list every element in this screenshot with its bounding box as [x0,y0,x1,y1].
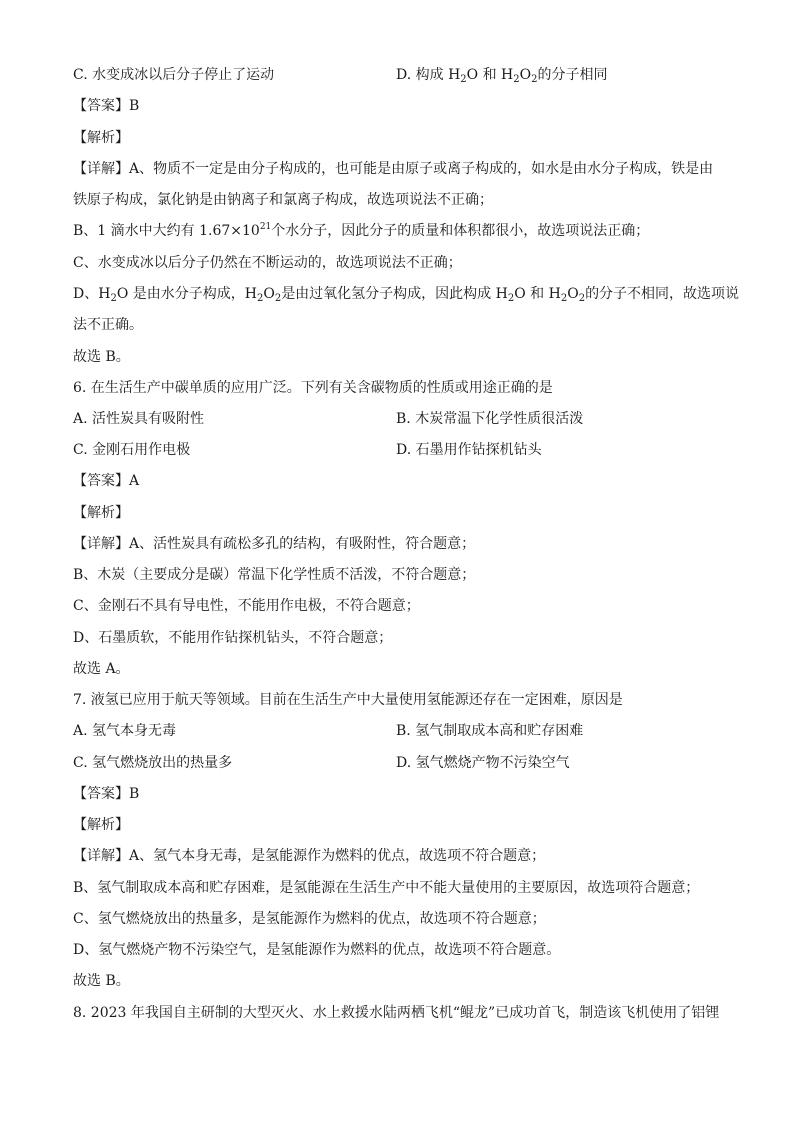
q6-option-a: A. 活性炭具有吸附性 [73,411,205,427]
q6-options-cd [73,440,733,460]
q5-option-d: D. 构成 $H_2O$ 和 $H_2O_2$的分子相同 [396,67,608,85]
q7-detail-b: B、氢气制取成本高和贮存困难，是氢能源在生活生产中不能大量使用的主要原因，故选项符合题意； [73,880,700,896]
q8-stem: 8. 2023 年我国自主研制的大型灭火、水上救援水陆两栖飞机“鲲龙”已成功首飞，制造该飞机使用了铝锂 [73,1005,720,1021]
q5-answer: 【答案】B [73,98,140,114]
q7-option-b: B. 氢气制取成本高和贮存困难 [396,723,584,739]
q6-option-d: D. 石墨用作钻探机钻头 [396,442,542,458]
q7-detail-a: 【详解】A、氢气本身无毒，是氢能源作为燃料的优点，故选项不符合题意； [73,848,546,864]
q7-option-d: D. 氢气燃烧产物不污染空气 [396,755,570,771]
q7-option-c: C. 氢气燃烧放出的热量多 [73,755,233,771]
q7-detail-c: C、氢气燃烧放出的热量多，是氢能源作为燃料的优点，故选项不符合题意； [73,911,546,927]
q5-detail-b: B、1 滴水中大约有 $1.67\times 10^{21}$个水分子，因此分子的质量和体积都很小，故选项说法正确； [73,222,650,239]
q5-analysis-label: 【解析】 [73,130,129,146]
q5-options-cd [73,65,733,85]
q6-option-c: C. 金刚石用作电极 [73,442,191,458]
q7-answer: 【答案】B [73,786,140,802]
q5-detail-d-line1: D、$H_2O$ 是由水分子构成，$H_2O_2$是由过氧化氢分子构成，因此构成 $H_2O$ 和 $H_2O_2$的分子不相同，故选项说 [73,286,740,304]
q6-options-ab [73,409,733,429]
q6-analysis-label: 【解析】 [73,505,129,521]
q7-stem: 7. 液氢已应用于航天等领域。目前在生活生产中大量使用氢能源还存在一定困难，原因是 [73,692,623,708]
q7-option-a: A. 氢气本身无毒 [73,723,177,739]
q7-options-ab [73,721,733,741]
q6-detail-c: C、金刚石不具有导电性，不能用作电极，不符合题意； [73,598,420,614]
q5-detail-c: C、水变成冰以后分子仍然在不断运动的，故选项说法不正确； [73,255,462,271]
q7-detail-d: D、氢气燃烧产物不污染空气，是氢能源作为燃料的优点，故选项不符合题意。 [73,942,561,958]
q6-detail-a: 【详解】A、活性炭具有疏松多孔的结构，有吸附性，符合题意； [73,536,476,552]
q7-analysis-label: 【解析】 [73,817,129,833]
q6-option-b: B. 木炭常温下化学性质很活泼 [396,411,584,427]
q5-detail-d-line2: 法不正确。 [73,317,143,333]
q6-detail-d: D、石墨质软，不能用作钻探机钻头，不符合题意； [73,630,393,646]
q7-conclusion: 故选 B。 [73,973,130,989]
q5-detail-a-line1: 【详解】A、物质不一定是由分子构成的，也可能是由原子或离子构成的，如水是由水分子构成，铁是由 [73,161,714,177]
q6-conclusion: 故选 A。 [73,661,130,677]
q6-stem: 6. 在生活生产中碳单质的应用广泛。下列有关含碳物质的性质或用途正确的是 [73,380,553,396]
q6-detail-b: B、木炭（主要成分是碳）常温下化学性质不活泼，不符合题意； [73,567,476,583]
q5-detail-a-line2: 铁原子构成，氯化钠是由钠离子和氯离子构成，故选项说法不正确； [73,192,493,208]
q5-option-c: C. 水变成冰以后分子停止了运动 [73,67,275,83]
q7-options-cd [73,753,733,773]
q5-conclusion: 故选 B。 [73,349,130,365]
q6-answer: 【答案】A [73,473,140,489]
